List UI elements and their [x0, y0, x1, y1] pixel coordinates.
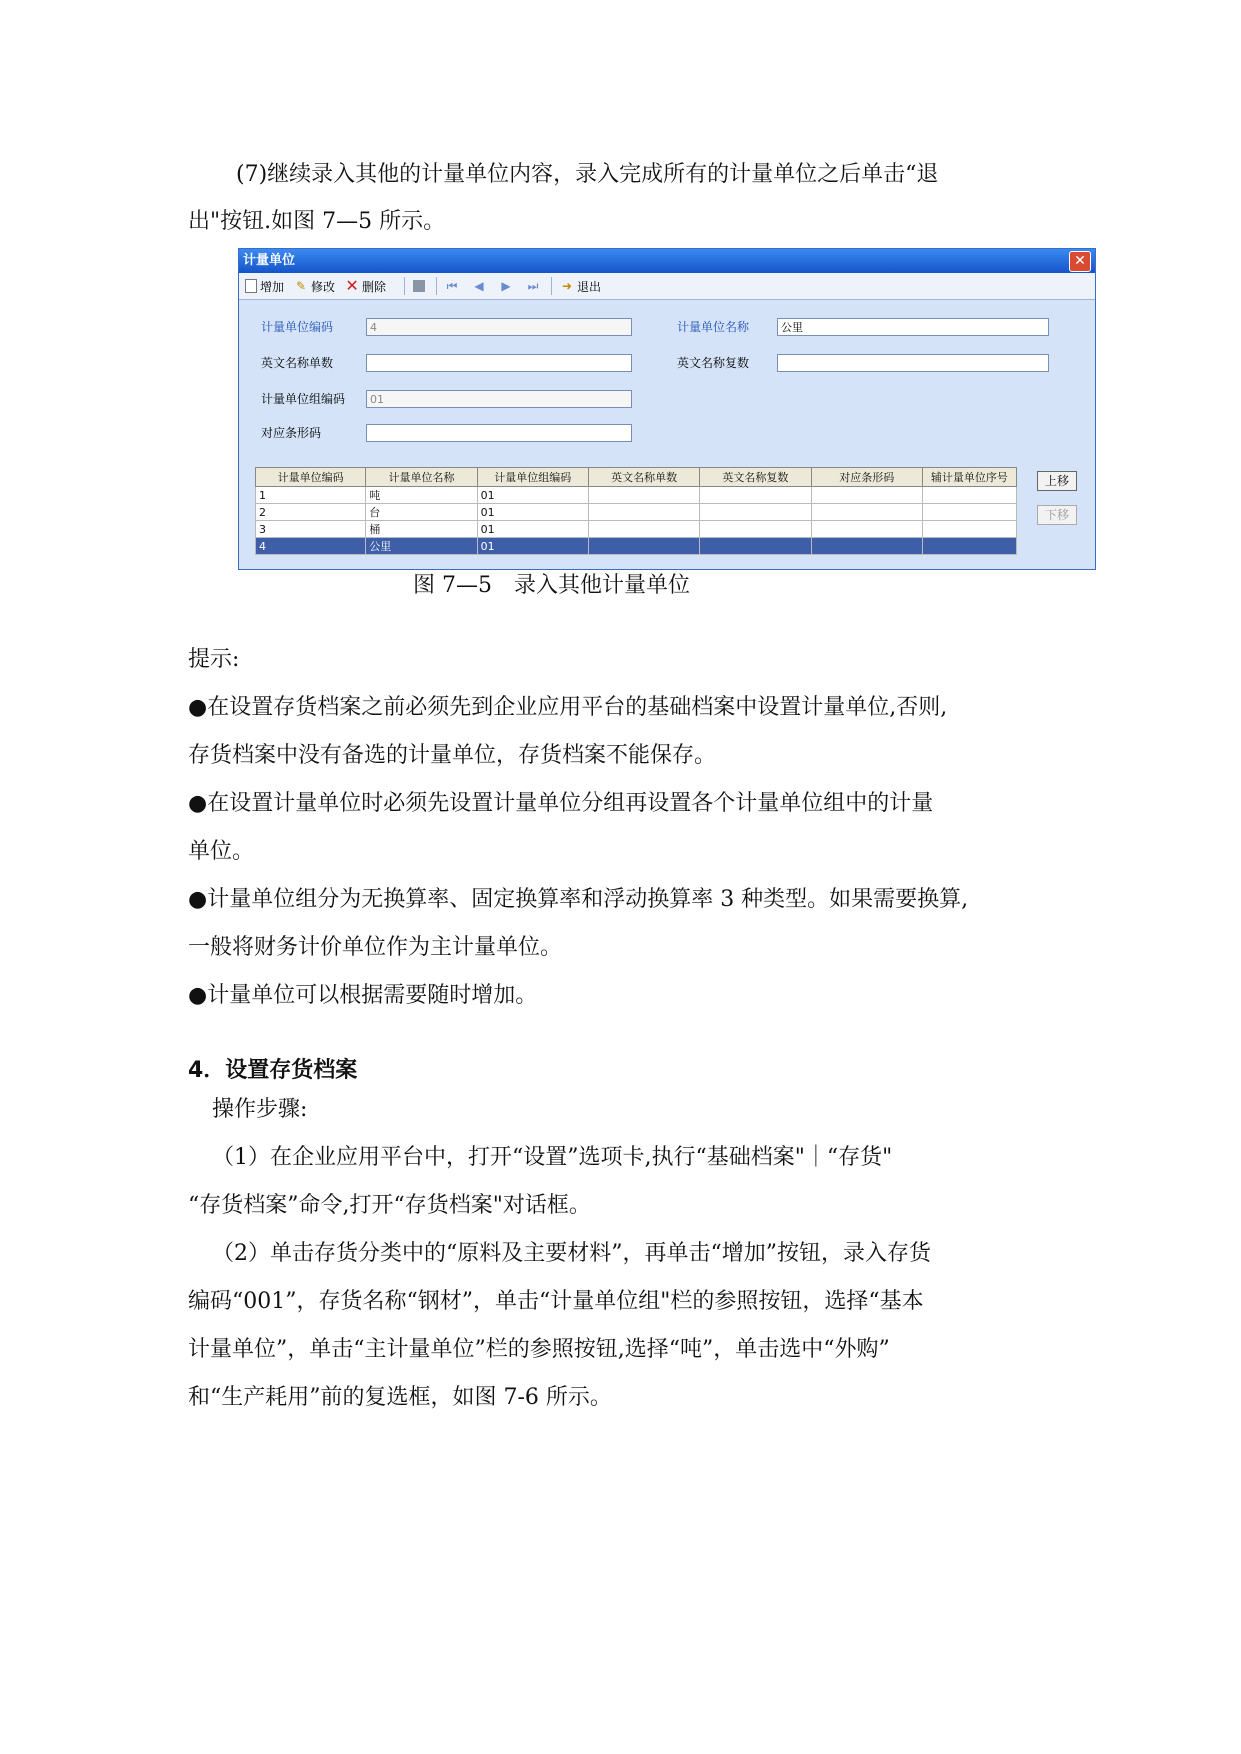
table-cell: [700, 487, 811, 504]
delete-button[interactable]: [345, 278, 386, 295]
table-header[interactable]: 计量单位编码: [256, 468, 366, 487]
step-line: “存货档案”命令,打开“存货档案"对话框。: [188, 1193, 591, 1218]
toolbar-separator: [404, 277, 405, 295]
step-line: 和“生产耗用”前的复选框，如图 7-6 所示。: [188, 1385, 612, 1410]
dialog-title: 计量单位: [243, 253, 296, 268]
table-header-row: [256, 468, 1017, 487]
table-cell: 2: [256, 504, 366, 521]
last-record-icon[interactable]: ⏭: [527, 279, 539, 293]
paragraph-line: (7)继续录入其他的计量单位内容，录入完成所有的计量单位之后单击“退: [236, 162, 939, 187]
en-singular-label: 英文名称单数: [261, 356, 334, 370]
table-cell: 台: [366, 504, 477, 521]
first-record-icon[interactable]: ⏮: [446, 279, 458, 293]
tip-line: 存货档案中没有备选的计量单位，存货档案不能保存。: [188, 743, 717, 768]
table-cell: 01: [477, 504, 588, 521]
table-cell: [922, 521, 1016, 538]
table-cell: [811, 487, 922, 504]
unit-code-label: 计量单位编码: [261, 320, 334, 334]
pencil-icon: ✎: [295, 279, 307, 293]
tip-line: 一般将财务计价单位作为主计量单位。: [188, 935, 563, 960]
table-cell: 01: [477, 487, 588, 504]
save-disk-icon[interactable]: [413, 280, 425, 292]
unit-table: [255, 467, 1017, 555]
table-cell: [811, 538, 922, 555]
toolbar-separator: [436, 277, 437, 295]
new-document-icon: [245, 279, 257, 293]
tips-title: 提示:: [188, 647, 240, 672]
table-row[interactable]: [256, 487, 1017, 504]
exit-label: 退出: [577, 279, 602, 294]
table-cell: 4: [256, 538, 366, 555]
table-cell: [922, 538, 1016, 555]
table-cell: [588, 487, 699, 504]
delete-label: 删除: [362, 279, 387, 294]
table-cell: [588, 538, 699, 555]
unit-form: [239, 300, 1095, 440]
barcode-input[interactable]: [366, 424, 632, 442]
section-heading: 4．设置存货档案: [188, 1058, 358, 1083]
group-code-label: 计量单位组编码: [261, 392, 346, 406]
step-line: 计量单位”，单击“主计量单位”栏的参照按钮,选择“吨”，单击选中“外购”: [188, 1337, 890, 1362]
table-row[interactable]: [256, 521, 1017, 538]
paragraph-line: 出"按钮.如图 7—5 所示。: [188, 209, 446, 234]
step-line: （1）在企业应用平台中，打开“设置”选项卡,执行“基础档案"｜“存货": [212, 1145, 893, 1170]
table-cell: [922, 487, 1016, 504]
table-cell: [588, 521, 699, 538]
table-header[interactable]: 对应条形码: [811, 468, 922, 487]
tip-line: ●计量单位可以根据需要随时增加。: [188, 983, 538, 1008]
edit-button[interactable]: [294, 278, 335, 295]
table-cell: 01: [477, 521, 588, 538]
dialog-titlebar: [239, 249, 1095, 273]
table-header[interactable]: 英文名称单数: [588, 468, 699, 487]
toolbar-separator: [551, 277, 552, 295]
exit-button[interactable]: [560, 278, 601, 295]
close-icon[interactable]: ✕: [1069, 251, 1091, 272]
unit-name-input[interactable]: 公里: [777, 318, 1049, 336]
table-cell: 1: [256, 487, 366, 504]
exit-door-icon: ➜: [562, 279, 573, 293]
en-singular-input[interactable]: [366, 354, 632, 372]
table-row[interactable]: [256, 504, 1017, 521]
table-cell: 吨: [366, 487, 477, 504]
steps-title: 操作步骤:: [212, 1097, 308, 1122]
en-plural-label: 英文名称复数: [677, 356, 750, 370]
next-record-icon[interactable]: ▶: [501, 279, 511, 293]
figure-caption: 图 7—5 录入其他计量单位: [413, 573, 690, 598]
table-cell: [811, 504, 922, 521]
tip-line: ●在设置存货档案之前必须先到企业应用平台的基础档案中设置计量单位,否则,: [188, 695, 948, 720]
group-code-input[interactable]: 01: [366, 390, 632, 408]
tip-line: ●在设置计量单位时必须先设置计量单位分组再设置各个计量单位组中的计量: [188, 791, 934, 816]
en-plural-input[interactable]: [777, 354, 1049, 372]
unit-dialog: [238, 248, 1096, 570]
table-cell: [700, 504, 811, 521]
table-header[interactable]: 计量单位名称: [366, 468, 477, 487]
unit-code-input[interactable]: 4: [366, 318, 632, 336]
table-header[interactable]: 计量单位组编码: [477, 468, 588, 487]
table-cell: 公里: [366, 538, 477, 555]
dialog-toolbar: [239, 273, 1095, 300]
add-label: 增加: [260, 279, 285, 294]
previous-record-icon[interactable]: ◀: [474, 279, 484, 293]
table-cell: 3: [256, 521, 366, 538]
table-cell: [811, 521, 922, 538]
move-down-button[interactable]: 下移: [1037, 505, 1077, 525]
add-button[interactable]: [245, 278, 284, 295]
move-up-button[interactable]: 上移: [1037, 471, 1077, 491]
table-header[interactable]: 辅计量单位序号: [922, 468, 1016, 487]
delete-x-icon: ✕: [345, 276, 359, 295]
table-cell: [700, 521, 811, 538]
table-cell: [700, 538, 811, 555]
table-cell: [588, 504, 699, 521]
table-header[interactable]: 英文名称复数: [700, 468, 811, 487]
barcode-label: 对应条形码: [261, 426, 322, 440]
step-line: 编码“001”，存货名称“钢材”，单击“计量单位组"栏的参照按钮，选择“基本: [188, 1289, 924, 1314]
unit-name-label: 计量单位名称: [677, 320, 750, 334]
table-cell: 桶: [366, 521, 477, 538]
table-cell: 01: [477, 538, 588, 555]
edit-label: 修改: [311, 279, 336, 294]
table-row-selected[interactable]: [256, 538, 1017, 555]
table-cell: [922, 504, 1016, 521]
tip-line: ●计量单位组分为无换算率、固定换算率和浮动换算率 3 种类型。如果需要换算,: [188, 887, 969, 912]
step-line: （2）单击存货分类中的“原料及主要材料”，再单击“增加”按钮，录入存货: [212, 1241, 931, 1266]
tip-line: 单位。: [188, 839, 255, 864]
